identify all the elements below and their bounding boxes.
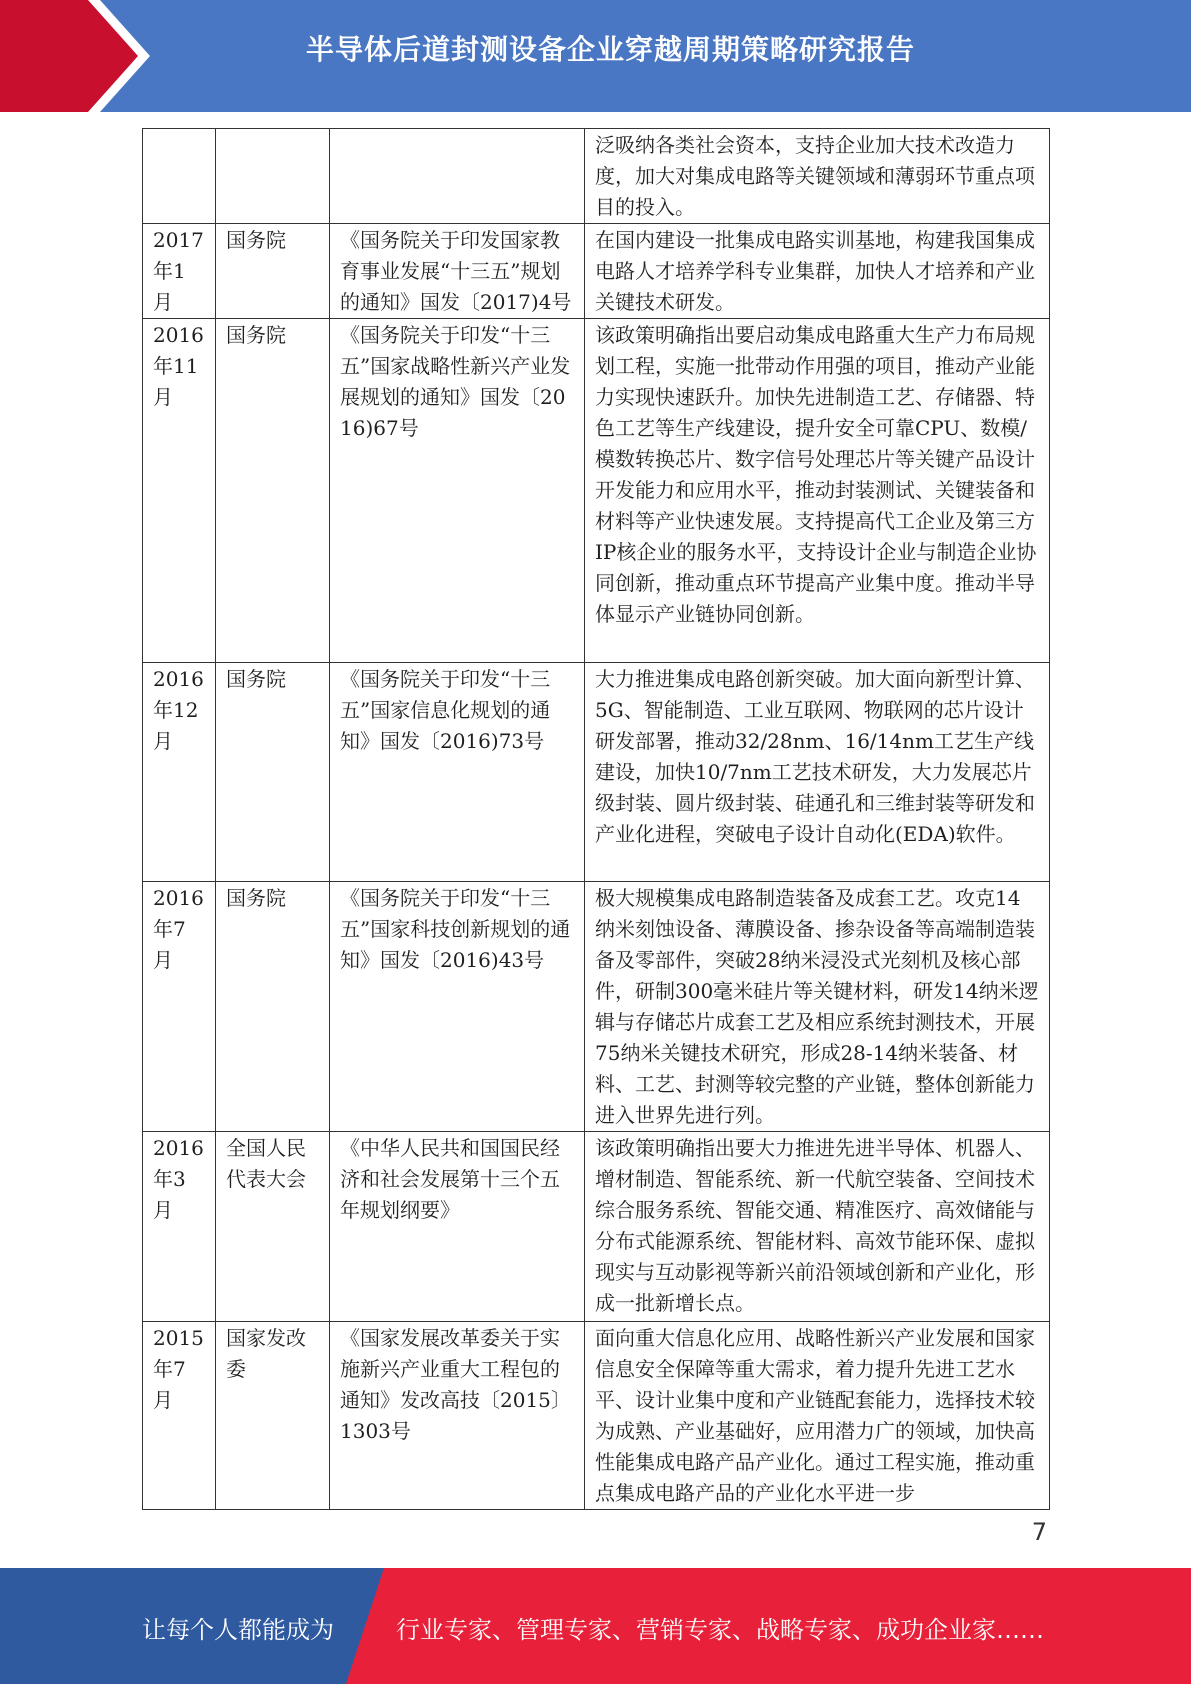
- cell-date: 2016年7月: [143, 882, 216, 1132]
- footer-slogan-left: 让每个人都能成为: [142, 1616, 334, 1644]
- cell-document: 《国务院关于印发国家教育事业发展“十三五”规划的通知》国发〔2017)4号: [330, 224, 585, 319]
- table-row: [143, 1132, 1050, 1322]
- footer-banner: [0, 1568, 1191, 1684]
- table-row: [143, 319, 1050, 663]
- cell-content: 泛吸纳各类社会资本，支持企业加大技术改造力度，加大对集成电路等关键领域和薄弱环节重点项目的投入。: [585, 129, 1050, 224]
- header-banner: [0, 0, 1191, 112]
- cell-date: 2016年11月: [143, 319, 216, 663]
- cell-document: 《国务院关于印发“十三五”国家信息化规划的通知》国发〔2016)73号: [330, 663, 585, 882]
- cell-content: 该政策明确指出要启动集成电路重大生产力布局规划工程，实施一批带动作用强的项目，推动产业能力实现快速跃升。加快先进制造工艺、存储器、特色工艺等生产线建设，提升安全可靠CPU、数模/模数转换芯片、数字信号处理芯片等关键产品设计开发能力和应用水平，推动封装测试、关键装备和材料等产业快速发展。支持提高代工企业及第三方IP核企业的服务水平，支持设计企业与制造企业协同创新，推动重点环节提高产业集中度。推动半导体显示产业链协同创新。: [585, 319, 1050, 663]
- table-row: [143, 1322, 1050, 1510]
- cell-date: 2016年12月: [143, 663, 216, 882]
- table-row: [143, 224, 1050, 319]
- cell-content: 大力推进集成电路创新突破。加大面向新型计算、5G、智能制造、工业互联网、物联网的芯片设计研发部署，推动32/28nm、16/14nm工艺生产线建设，加快10/7nm工艺技术研发，大力发展芯片级封装、圆片级封装、硅通孔和三维封装等研发和产业化进程，突破电子设计自动化(EDA)软件。: [585, 663, 1050, 882]
- cell-issuer: 国家发改委: [216, 1322, 330, 1510]
- page-number: 7: [1031, 1518, 1047, 1546]
- cell-content: 在国内建设一批集成电路实训基地，构建我国集成电路人才培养学科专业集群，加快人才培养和产业关键技术研发。: [585, 224, 1050, 319]
- table-row: [143, 882, 1050, 1132]
- cell-content: 该政策明确指出要大力推进先进半导体、机器人、增材制造、智能系统、新一代航空装备、空间技术综合服务系统、智能交通、精准医疗、高效储能与分布式能源系统、智能材料、高效节能环保、虚拟现实与互动影视等新兴前沿领域创新和产业化，形成一批新增长点。: [585, 1132, 1050, 1322]
- cell-document: 《国务院关于印发“十三五”国家战略性新兴产业发展规划的通知》国发〔2016)67号: [330, 319, 585, 663]
- cell-date: 2016年3月: [143, 1132, 216, 1322]
- cell-issuer: 国务院: [216, 224, 330, 319]
- cell-content: 面向重大信息化应用、战略性新兴产业发展和国家信息安全保障等重大需求，着力提升先进工艺水平、设计业集中度和产业链配套能力，选择技术较为成熟、产业基础好，应用潜力广的领域，加快高性能集成电路产品产业化。通过工程实施，推动重点集成电路产品的产业化水平进一步: [585, 1322, 1050, 1510]
- cell-date: 2015年7月: [143, 1322, 216, 1510]
- cell-document: 《中华人民共和国国民经济和社会发展第十三个五年规划纲要》: [330, 1132, 585, 1322]
- footer-slogan-right: 行业专家、管理专家、营销专家、战略专家、成功企业家……: [396, 1616, 1044, 1644]
- cell-document: [330, 129, 585, 224]
- cell-date: 2017年1月: [143, 224, 216, 319]
- cell-issuer: 全国人民代表大会: [216, 1132, 330, 1322]
- table-row: [143, 663, 1050, 882]
- policy-table: [142, 128, 1050, 1510]
- cell-issuer: 国务院: [216, 663, 330, 882]
- cell-content: 极大规模集成电路制造装备及成套工艺。攻克14纳米刻蚀设备、薄膜设备、掺杂设备等高端制造装备及零部件，突破28纳米浸没式光刻机及核心部件，研制300毫米硅片等关键材料，研发14纳米逻辑与存储芯片成套工艺及相应系统封测技术，开展75纳米关键技术研究，形成28-14纳米装备、材料、工艺、封测等较完整的产业链，整体创新能力进入世界先进行列。: [585, 882, 1050, 1132]
- cell-document: 《国务院关于印发“十三五”国家科技创新规划的通知》国发〔2016)43号: [330, 882, 585, 1132]
- cell-issuer: 国务院: [216, 319, 330, 663]
- cell-date: [143, 129, 216, 224]
- report-title: 半导体后道封测设备企业穿越周期策略研究报告: [305, 33, 915, 66]
- table-row: [143, 129, 1050, 224]
- cell-document: 《国家发展改革委关于实施新兴产业重大工程包的通知》发改高技〔2015〕1303号: [330, 1322, 585, 1510]
- cell-issuer: [216, 129, 330, 224]
- cell-issuer: 国务院: [216, 882, 330, 1132]
